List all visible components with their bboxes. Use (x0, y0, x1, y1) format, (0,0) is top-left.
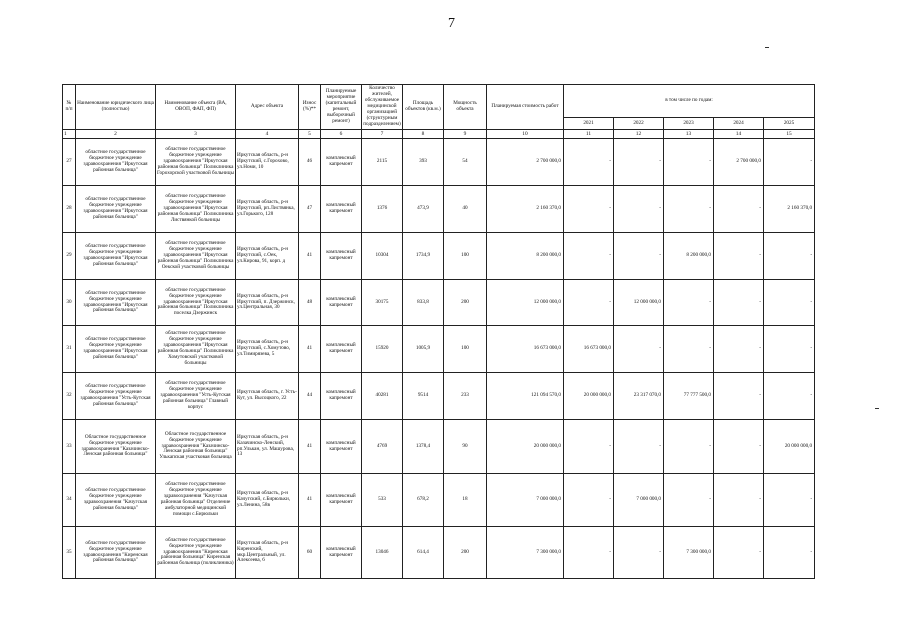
table-row (63, 233, 815, 280)
wear-percent: 41 (299, 474, 321, 527)
header-year: 2021 (564, 118, 614, 130)
header-wear: Износ (%)** (299, 85, 321, 130)
object-address: Иркутская область, р-н Казачинско-Ленский, рп.Улькан, ул. Машурова, 13 (236, 420, 299, 474)
legal-entity-name: областное государственное бюджетное учреждение здравоохранения "Иркутская районная больница" (76, 139, 156, 186)
wear-percent: 41 (299, 233, 321, 280)
cost-2024: - (714, 527, 764, 579)
residents-count: 30175 (362, 280, 403, 326)
column-number: 9 (444, 130, 487, 139)
wear-percent: 60 (299, 527, 321, 579)
cost-2021: - (564, 474, 614, 527)
table-row (63, 474, 815, 527)
header-by-years: в том числе по годам: (564, 85, 815, 118)
object-name: Областное государственное бюджетное учреждение здравоохранения "Казачинско-Ленская районная больница" Улькапская участковая больница (156, 420, 236, 474)
header-area: Площадь объектов (кв.м.) (403, 85, 444, 130)
cost-2023: 77 777 500,0 (664, 373, 714, 420)
object-capacity: 54 (444, 139, 487, 186)
cost-2021: - (564, 280, 614, 326)
legal-entity-name: областное государственное бюджетное учреждение здравоохранения "Качугская районная больница" (76, 474, 156, 527)
object-address: Иркутская область, р-н Иркутский, рп.Листвянка, ул.Горького, 128 (236, 186, 299, 233)
column-number: 8 (403, 130, 444, 139)
object-address: Иркутская область, р-н Киренский, мкр.Центральный, ул. Алексеева, 6 (236, 527, 299, 579)
object-capacity: 100 (444, 326, 487, 373)
cost-2023: - (664, 474, 714, 527)
planned-measure: комплексный капремонт (321, 373, 362, 420)
column-number-row (63, 130, 815, 139)
residents-count: 10304 (362, 233, 403, 280)
cost-2022: 23 317 070,0 (614, 373, 664, 420)
object-capacity: 40 (444, 186, 487, 233)
row-number: 27 (63, 139, 76, 186)
header-object: Наименование объекта (ВА, ОВОП, ФАП, ФП) (156, 85, 236, 130)
planned-cost: 7 300 000,0 (487, 527, 564, 579)
planned-cost: 20 000 000,0 (487, 420, 564, 474)
column-number: 6 (321, 130, 362, 139)
cost-2021: 20 000 000,0 (564, 373, 614, 420)
object-name: областное государственное бюджетное учреждение здравоохранения "Качугская районная больница" Отделение амбулаторной медицинской помощи с.Бирюльки (156, 474, 236, 527)
header-no: № п/п (63, 85, 76, 130)
cost-2025: - (764, 139, 815, 186)
planned-cost: 2 700 000,0 (487, 139, 564, 186)
cost-2022: - (614, 326, 664, 373)
row-number: 32 (63, 373, 76, 420)
planned-measure: комплексный капремонт (321, 527, 362, 579)
cost-2021: - (564, 186, 614, 233)
column-number: 2 (76, 130, 156, 139)
scan-mark (765, 47, 769, 48)
cost-2025: 20 000 000,0 (764, 420, 815, 474)
cost-2023: - (664, 186, 714, 233)
object-name: областное государственное бюджетное учреждение здравоохранения "Иркутская районная больница" Поликлиника Листвянкой больницы (156, 186, 236, 233)
planned-cost: 7 000 000,0 (487, 474, 564, 527)
object-name: областное государственное бюджетное учреждение здравоохранения "Иркутская районная больница" Поликлиника поселка Дзержинск (156, 280, 236, 326)
cost-2022: 7 000 000,0 (614, 474, 664, 527)
header-capacity: Мощность объекта (444, 85, 487, 130)
cost-2024: 2 700 000,0 (714, 139, 764, 186)
cost-2023: - (664, 326, 714, 373)
cost-2024: - (714, 233, 764, 280)
object-area: 473,9 (403, 186, 444, 233)
residents-count: 2115 (362, 139, 403, 186)
wear-percent: 44 (299, 373, 321, 420)
object-name: областное государственное бюджетное учреждение здравоохранения "Иркутская районная больница" Поликлиника Горохорской участковой больницы (156, 139, 236, 186)
column-number: 13 (664, 130, 714, 139)
object-area: 678,2 (403, 474, 444, 527)
page-number: 7 (448, 16, 455, 31)
legal-entity-name: Областное государственное бюджетное учреждение здравоохранения "Казачинско-Ленская районная больница" (76, 420, 156, 474)
column-number: 1 (63, 130, 76, 139)
row-number: 31 (63, 326, 76, 373)
planned-cost: 12 000 000,0 (487, 280, 564, 326)
table-header-row (63, 85, 815, 118)
object-name: областное государственное бюджетное учреждение здравоохранения "Иркутская районная больница" Поликлиника Хомутовской участковой больницы (156, 326, 236, 373)
column-number: 7 (362, 130, 403, 139)
cost-2022: 12 000 000,0 (614, 280, 664, 326)
object-area: 9514 (403, 373, 444, 420)
table-row (63, 420, 815, 474)
table-row (63, 139, 815, 186)
legal-entity-name: областное государственное бюджетное учреждение здравоохранения "Иркутская районная больница" (76, 326, 156, 373)
residents-count: 4769 (362, 420, 403, 474)
row-number: 35 (63, 527, 76, 579)
cost-2025: - (764, 373, 815, 420)
cost-2025: - (764, 280, 815, 326)
object-capacity: 100 (444, 233, 487, 280)
planned-measure: комплексный капремонт (321, 139, 362, 186)
wear-percent: 41 (299, 326, 321, 373)
capital-repair-table (62, 84, 815, 579)
header-year: 2024 (714, 118, 764, 130)
object-address: Иркутская область, р-н Качугский, с.Бирюльки, ул.Ленина, 58в (236, 474, 299, 527)
residents-count: 533 (362, 474, 403, 527)
wear-percent: 48 (299, 280, 321, 326)
header-year: 2022 (614, 118, 664, 130)
column-number: 10 (487, 130, 564, 139)
column-number: 3 (156, 130, 236, 139)
cost-2021: 16 673 000,0 (564, 326, 614, 373)
planned-measure: комплексный капремонт (321, 233, 362, 280)
planned-cost: 2 160 370,0 (487, 186, 564, 233)
cost-2025: - (764, 474, 815, 527)
object-capacity: 200 (444, 280, 487, 326)
legal-entity-name: областное государственное бюджетное учреждение здравоохранения "Иркутская районная больница" (76, 280, 156, 326)
object-address: Иркутская область, р-н Иркутский, с.Горохово, ул.Номи, 10 (236, 139, 299, 186)
table-row (63, 186, 815, 233)
object-area: 614,4 (403, 527, 444, 579)
row-number: 28 (63, 186, 76, 233)
wear-percent: 47 (299, 186, 321, 233)
planned-measure: комплексный капремонт (321, 474, 362, 527)
object-address: Иркутская область, р-н Иркутский, п. Дзержинск, ул.Центральная, 30 (236, 280, 299, 326)
object-address: Иркутская область, р-н Иркутский, с.Хомутово, ул.Тимирязева, 5 (236, 326, 299, 373)
object-address: Иркутская область, р-н Иркутский, с.Оек, ул.Кирова, 91, корп. д (236, 233, 299, 280)
table-row (63, 373, 815, 420)
table-row (63, 326, 815, 373)
cost-2025: - (764, 233, 815, 280)
planned-cost: 16 673 000,0 (487, 326, 564, 373)
legal-entity-name: областное государственное бюджетное учреждение здравоохранения "Усть-Кутская районная больница" (76, 373, 156, 420)
header-year: 2023 (664, 118, 714, 130)
object-area: 833,8 (403, 280, 444, 326)
cost-2024: - (714, 420, 764, 474)
residents-count: 15920 (362, 326, 403, 373)
column-number: 11 (564, 130, 614, 139)
header-address: Адрес объекта (236, 85, 299, 130)
object-name: областное государственное бюджетное учреждение здравоохранения "Иркутская районная больница" Поликлиника Оекской участковой больницы (156, 233, 236, 280)
cost-2022: - (614, 233, 664, 280)
object-area: 1005,9 (403, 326, 444, 373)
cost-2025: - (764, 527, 815, 579)
cost-2023: - (664, 420, 714, 474)
planned-measure: комплексный капремонт (321, 280, 362, 326)
cost-2021: - (564, 527, 614, 579)
cost-2024: - (714, 186, 764, 233)
cost-2023: - (664, 139, 714, 186)
legal-entity-name: областное государственное бюджетное учреждение здравоохранения "Иркутская районная больница" (76, 186, 156, 233)
residents-count: 40281 (362, 373, 403, 420)
column-number: 12 (614, 130, 664, 139)
header-legal-entity: Наименование юридического лица (полностью) (76, 85, 156, 130)
planned-measure: комплексный капремонт (321, 186, 362, 233)
header-cost: Планируемая стоимость работ (487, 85, 564, 130)
header-planned: Планируемые мероприятие (капитальный ремонт, выборочный ремонт) (321, 85, 362, 130)
planned-cost: 121 094 570,0 (487, 373, 564, 420)
object-area: 1734,9 (403, 233, 444, 280)
cost-2025: - (764, 326, 815, 373)
cost-2023: 8 200 000,0 (664, 233, 714, 280)
object-address: Иркутская область, г. Усть-Кут, ул. Высоцкого, 22 (236, 373, 299, 420)
object-area: 1378,4 (403, 420, 444, 474)
legal-entity-name: областное государственное бюджетное учреждение здравоохранения "Иркутская районная больница" (76, 233, 156, 280)
cost-2022: - (614, 139, 664, 186)
cost-2022: - (614, 420, 664, 474)
legal-entity-name: областное государственное бюджетное учреждение здравоохранения "Киренская районная больница" (76, 527, 156, 579)
cost-2021: - (564, 420, 614, 474)
cost-2021: - (564, 233, 614, 280)
row-number: 29 (63, 233, 76, 280)
header-residents: Количество жителей, обслуживаемое медицинской организацией (структурным подразделением) (362, 85, 403, 130)
scan-mark (875, 408, 879, 409)
cost-2022: - (614, 186, 664, 233)
cost-2024: - (714, 474, 764, 527)
cost-2024: - (714, 326, 764, 373)
table-row (63, 527, 815, 579)
residents-count: 1376 (362, 186, 403, 233)
row-number: 34 (63, 474, 76, 527)
wear-percent: 41 (299, 420, 321, 474)
cost-2024: - (714, 280, 764, 326)
object-capacity: 18 (444, 474, 487, 527)
header-year: 2025 (764, 118, 815, 130)
planned-cost: 8 200 000,0 (487, 233, 564, 280)
column-number: 15 (764, 130, 815, 139)
residents-count: 13046 (362, 527, 403, 579)
cost-2021: - (564, 139, 614, 186)
object-capacity: 90 (444, 420, 487, 474)
table-row (63, 280, 815, 326)
planned-measure: комплексный капремонт (321, 326, 362, 373)
wear-percent: 46 (299, 139, 321, 186)
row-number: 33 (63, 420, 76, 474)
object-area: 393 (403, 139, 444, 186)
cost-2024: - (714, 373, 764, 420)
row-number: 30 (63, 280, 76, 326)
object-capacity: 233 (444, 373, 487, 420)
column-number: 4 (236, 130, 299, 139)
cost-2023: - (664, 280, 714, 326)
object-capacity: 200 (444, 527, 487, 579)
cost-2023: 7 300 000,0 (664, 527, 714, 579)
planned-measure: комплексный капремонт (321, 420, 362, 474)
column-number: 14 (714, 130, 764, 139)
cost-2025: 2 160 370,0 (764, 186, 815, 233)
object-name: областное государственное бюджетное учреждение здравоохранения "Киренская районная больница" Киренская районная больница (поликлиника) (156, 527, 236, 579)
column-number: 5 (299, 130, 321, 139)
object-name: областное государственное бюджетное учреждение здравоохранения "Усть-Кутская районная больница" Главный корпус (156, 373, 236, 420)
cost-2022: - (614, 527, 664, 579)
